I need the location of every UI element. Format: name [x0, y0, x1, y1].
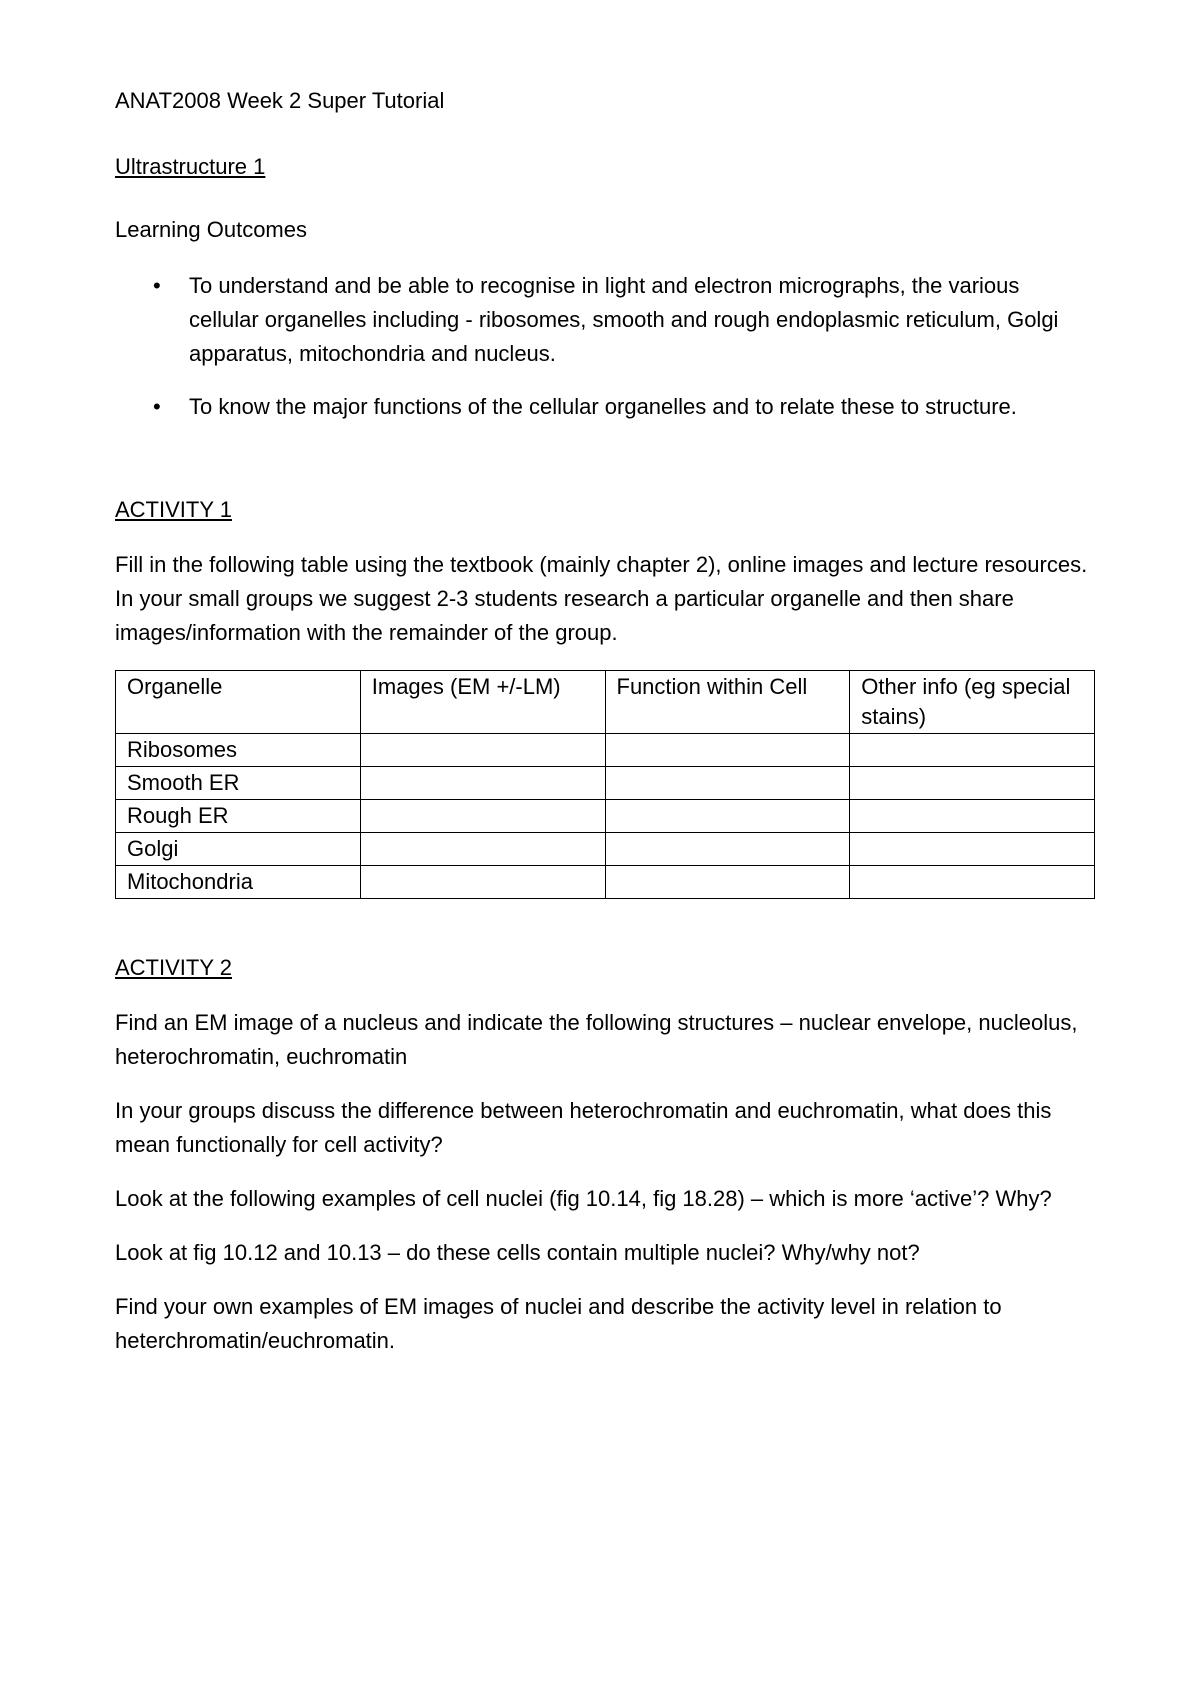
learning-outcome-item	[115, 269, 1090, 371]
function-cell	[605, 800, 850, 833]
images-cell	[360, 734, 605, 767]
table-row	[116, 734, 1095, 767]
learning-outcomes-list	[115, 269, 1090, 424]
activity-2-paragraph: Look at the following examples of cell nuclei (fig 10.14, fig 18.28) – which is more ‘active’? Why?	[115, 1186, 1052, 1211]
other-info-cell	[850, 767, 1095, 800]
activity-2-paragraph: Find an EM image of a nucleus and indicate the following structures – nuclear envelope, nucleolus, heterochromatin, euchromatin	[115, 1010, 1078, 1069]
document-subtitle: Ultrastructure 1	[115, 154, 266, 179]
function-cell	[605, 866, 850, 899]
function-cell	[605, 734, 850, 767]
column-header-function: Function within Cell	[605, 671, 850, 734]
activity-2-paragraph: Look at fig 10.12 and 10.13 – do these cells contain multiple nuclei? Why/why not?	[115, 1240, 920, 1265]
function-cell	[605, 767, 850, 800]
organelle-table	[115, 670, 1095, 899]
bullet-icon: •	[153, 273, 161, 298]
activity-2-paragraph: Find your own examples of EM images of nuclei and describe the activity level in relation to heterchromatin/euchromatin.	[115, 1294, 1002, 1353]
activity-1-heading: ACTIVITY 1	[115, 497, 232, 522]
activity-2-heading: ACTIVITY 2	[115, 955, 232, 980]
table-row	[116, 767, 1095, 800]
learning-outcome-text: To understand and be able to recognise in light and electron micrographs, the various cellular organelles including - ribosomes, smooth and rough endoplasmic reticulum, Golgi apparatus, mitochondria and nucleus.	[189, 273, 1059, 366]
activity-2-paragraph: In your groups discuss the difference between heterochromatin and euchromatin, what does this mean functionally for cell activity?	[115, 1098, 1052, 1157]
table-row	[116, 800, 1095, 833]
organelle-cell: Ribosomes	[116, 734, 361, 767]
table-header-row	[116, 671, 1095, 734]
organelle-cell: Golgi	[116, 833, 361, 866]
learning-outcome-item	[115, 390, 1090, 424]
column-header-organelle: Organelle	[116, 671, 361, 734]
other-info-cell	[850, 866, 1095, 899]
images-cell	[360, 800, 605, 833]
learning-outcome-text: To know the major functions of the cellular organelles and to relate these to structure.	[189, 394, 1017, 419]
images-cell	[360, 767, 605, 800]
organelle-cell: Rough ER	[116, 800, 361, 833]
other-info-cell	[850, 800, 1095, 833]
document-title: ANAT2008 Week 2 Super Tutorial	[115, 88, 445, 113]
table-row	[116, 866, 1095, 899]
organelle-cell: Smooth ER	[116, 767, 361, 800]
other-info-cell	[850, 734, 1095, 767]
table-row	[116, 833, 1095, 866]
images-cell	[360, 866, 605, 899]
bullet-icon: •	[153, 394, 161, 419]
images-cell	[360, 833, 605, 866]
column-header-images: Images (EM +/-LM)	[360, 671, 605, 734]
column-header-other-info: Other info (eg special stains)	[850, 671, 1095, 734]
other-info-cell	[850, 833, 1095, 866]
activity-1-instructions: Fill in the following table using the textbook (mainly chapter 2), online images and lecture resources. In your small groups we suggest 2-3 students research a particular organelle and then share images/information with the remainder of the group.	[115, 552, 1088, 645]
function-cell	[605, 833, 850, 866]
learning-outcomes-heading: Learning Outcomes	[115, 217, 307, 242]
organelle-cell: Mitochondria	[116, 866, 361, 899]
